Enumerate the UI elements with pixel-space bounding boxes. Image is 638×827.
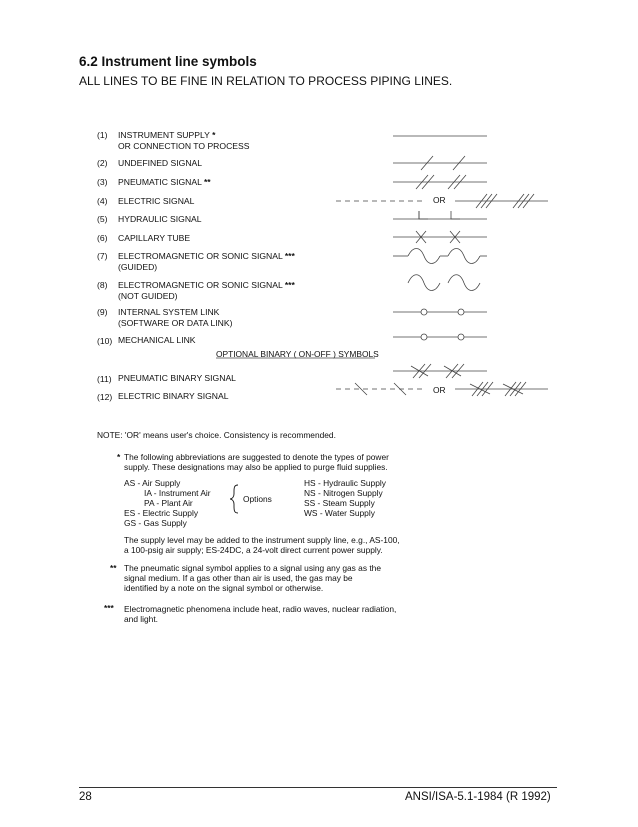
note-text: NOTE: 'OR' means user's choice. Consistency is recommended. — [97, 430, 336, 440]
footnote2-text: The pneumatic signal symbol applies to a signal using any gas as the signal medium. If a gas other than air is used, the gas may be identified by a note on the signal symbol or otherwise. — [124, 563, 381, 593]
section-subheading: ALL LINES TO BE FINE IN RELATION TO PROCESS PIPING LINES. — [79, 74, 453, 88]
footnote3-text: Electromagnetic phenomena include heat, radio waves, nuclear radiation, and light. — [124, 604, 397, 624]
row-4-label: ELECTRIC SIGNAL — [118, 196, 195, 206]
page-number: 28 — [79, 791, 92, 803]
row-11-label: PNEUMATIC BINARY SIGNAL — [118, 373, 236, 383]
row-2-number: (2) — [97, 158, 108, 168]
section-heading: 6.2 Instrument line symbols — [79, 54, 257, 69]
row-6-label: CAPILLARY TUBE — [118, 233, 191, 243]
footer-rule — [79, 787, 557, 788]
symbol-hydraulic-signal — [393, 211, 487, 219]
row-5-number: (5) — [97, 214, 108, 224]
row-8-stars: *** — [284, 280, 295, 290]
options-brace — [230, 485, 238, 513]
row-6-number: (6) — [97, 233, 108, 243]
symbol-em-guided — [393, 249, 487, 264]
row-3-number: (3) — [97, 177, 108, 187]
row-1-stars: * — [212, 130, 216, 140]
symbol-undefined-signal — [393, 156, 487, 170]
or-label-electric-binary: OR — [433, 385, 446, 395]
row-3-stars: ** — [203, 177, 211, 187]
options-label: Options — [243, 494, 272, 504]
footnote2-stars: ** — [110, 563, 117, 573]
row-8-number: (8) — [97, 280, 108, 290]
symbol-electric-binary-hatched — [455, 382, 548, 396]
row-3-label: PNEUMATIC SIGNAL ** — [118, 177, 211, 187]
row-10-label: MECHANICAL LINK — [118, 335, 196, 345]
standard-reference: ANSI/ISA-5.1-1984 (R 1992) — [405, 791, 551, 803]
symbol-mechanical-link — [393, 334, 487, 340]
symbol-electric-binary-dashed — [336, 383, 425, 395]
row-8-label: ELECTROMAGNETIC OR SONIC SIGNAL *** (NOT GUIDED) — [118, 280, 295, 301]
symbol-capillary-tube — [393, 231, 487, 243]
symbol-pneumatic-signal — [393, 175, 487, 189]
symbol-em-not-guided — [408, 275, 480, 291]
row-11-number: (11) — [97, 374, 112, 384]
optional-binary-title: OPTIONAL BINARY ( ON-OFF ) SYMBOLS — [216, 349, 379, 359]
footnote1-stars: * — [117, 452, 121, 462]
row-9-number: (9) — [97, 307, 108, 317]
supply-abbrev-right: HS - Hydraulic Supply NS - Nitrogen Supply SS - Steam Supply WS - Water Supply — [304, 478, 386, 518]
row-12-label: ELECTRIC BINARY SIGNAL — [118, 391, 229, 401]
row-4-number: (4) — [97, 196, 108, 206]
row-7-label: ELECTROMAGNETIC OR SONIC SIGNAL *** (GUIDED) — [118, 251, 295, 272]
footnote1-text: The following abbreviations are suggested to denote the types of power supply. These designations may also be applied to purge fluid supplies. — [124, 452, 389, 472]
symbol-pneumatic-binary — [393, 364, 487, 378]
or-label-electric: OR — [433, 195, 446, 205]
row-1-label: INSTRUMENT SUPPLY * OR CONNECTION TO PROCESS — [118, 130, 250, 151]
row-10-number: (10) — [97, 336, 113, 346]
row-12-number: (12) — [97, 392, 113, 402]
row-7-stars: *** — [284, 251, 295, 261]
symbol-electric-signal-hatched — [455, 194, 548, 208]
row-2-label: UNDEFINED SIGNAL — [118, 158, 203, 168]
supply-level-text: The supply level may be added to the instrument supply line, e.g., AS-100, a 100-psig air supply; ES-24DC, a 24-volt direct current power supply. — [124, 535, 400, 555]
row-1-number: (1) — [97, 130, 108, 140]
supply-abbrev-left: AS - Air Supply IA - Instrument Air PA - Plant Air ES - Electric Supply GS - Gas Supply — [124, 478, 211, 528]
row-7-number: (7) — [97, 251, 108, 261]
symbol-internal-system-link — [393, 309, 487, 315]
row-5-label: HYDRAULIC SIGNAL — [118, 214, 202, 224]
row-9-label: INTERNAL SYSTEM LINK (SOFTWARE OR DATA LINK) — [118, 307, 233, 328]
footnote3-stars: *** — [104, 603, 114, 613]
